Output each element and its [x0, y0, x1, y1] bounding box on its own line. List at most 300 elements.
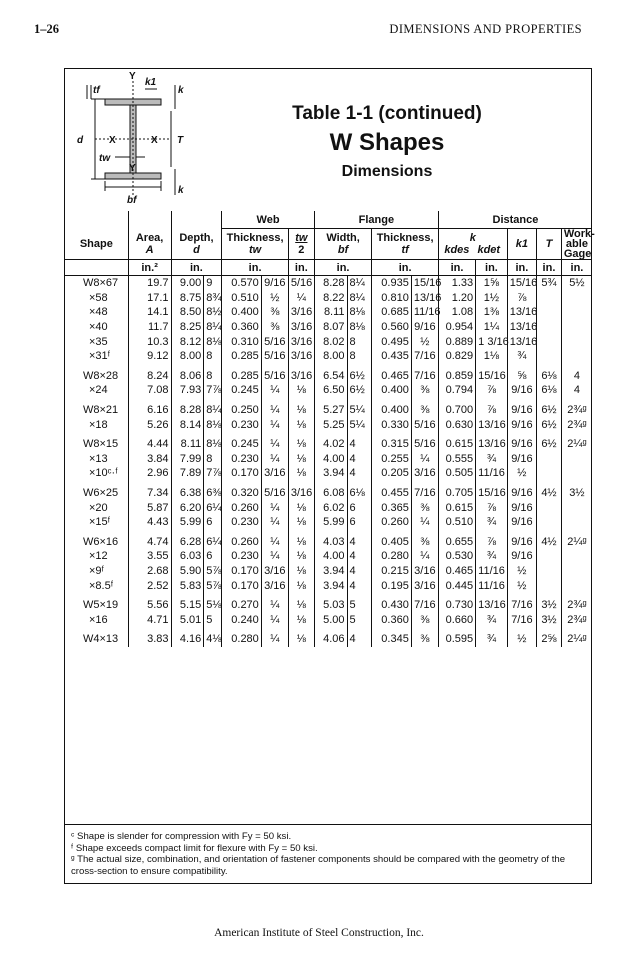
- g-cell: 2¾ᵍ: [561, 403, 592, 418]
- kdet-cell: ⅞: [476, 500, 508, 515]
- kdes-cell: 0.595: [438, 632, 475, 647]
- k1-cell: 13/16: [507, 305, 536, 320]
- twf-cell: ¼: [261, 535, 288, 550]
- table-subtitle: W Shapes: [329, 129, 445, 156]
- kdes-cell: 0.829: [438, 349, 475, 364]
- tw-cell: 0.270: [222, 598, 261, 613]
- d-cell: 8.12: [171, 334, 204, 349]
- d-cell: 8.06: [171, 369, 204, 384]
- page-number: 1–26: [34, 22, 59, 36]
- area-cell: 2.68: [128, 564, 171, 579]
- k1-cell: 9/16: [507, 452, 536, 467]
- area-cell: 3.83: [128, 632, 171, 647]
- area-cell: 5.87: [128, 500, 171, 515]
- table-title: Table 1-1 (continued): [292, 103, 482, 124]
- tf-cell: 0.255: [372, 452, 411, 467]
- area-cell: 2.52: [128, 578, 171, 593]
- bff-cell: 8: [347, 349, 372, 364]
- twf-cell: ¼: [261, 632, 288, 647]
- bf-cell: 5.27: [314, 403, 347, 418]
- tf-cell: 0.495: [372, 334, 411, 349]
- kdet-cell: 15/16: [476, 369, 508, 384]
- tw2-cell: 3/16: [288, 320, 314, 335]
- kdet-cell: ¾: [476, 632, 508, 647]
- k1-cell: ¾: [507, 349, 536, 364]
- area-cell: 6.16: [128, 403, 171, 418]
- tw2-cell: ⅛: [288, 452, 314, 467]
- d-cell: 7.89: [171, 466, 204, 481]
- table-row: [65, 369, 592, 384]
- tf-cell: 0.455: [372, 486, 411, 501]
- unit-cell: [65, 260, 128, 276]
- k-bottom-label: k: [178, 185, 184, 196]
- kdes-cell: 0.615: [438, 437, 475, 452]
- tw2-cell: ⅛: [288, 632, 314, 647]
- tw2-cell: ¼: [288, 291, 314, 306]
- g-cell: 2¾ᵍ: [561, 612, 592, 627]
- tw2-cell: 3/16: [288, 369, 314, 384]
- shape-cell: W8×21: [83, 404, 119, 417]
- kdet-cell: 1⅜: [476, 305, 508, 320]
- tf-cell: 0.685: [372, 305, 411, 320]
- kdet-cell: 13/16: [476, 598, 508, 613]
- kdes-cell: 0.889: [438, 334, 475, 349]
- tf-cell: 0.560: [372, 320, 411, 335]
- kdet-cell: ⅞: [476, 383, 508, 398]
- x-left-label: X: [109, 135, 116, 146]
- tf-cell: 0.430: [372, 598, 411, 613]
- df-cell: 8⅛: [204, 417, 222, 432]
- kdet-cell: 1¼: [476, 320, 508, 335]
- g-cell: [561, 549, 592, 564]
- shape-cell: ×48: [89, 306, 108, 319]
- table-caption: Dimensions: [341, 163, 433, 180]
- area-cell: 3.55: [128, 549, 171, 564]
- area-cell: 4.43: [128, 515, 171, 530]
- g-cell: 3½: [561, 486, 592, 501]
- df-cell: 9: [204, 276, 222, 291]
- twf-cell: ¼: [261, 612, 288, 627]
- unit-cell: in.: [476, 260, 508, 276]
- tw-cell: 0.285: [222, 349, 261, 364]
- tw2-cell: ⅛: [288, 466, 314, 481]
- table-row: [65, 320, 592, 335]
- d-cell: 4.16: [171, 632, 204, 647]
- g-cell: [561, 466, 592, 481]
- tw-cell: 0.170: [222, 578, 261, 593]
- kdes-cell: 0.730: [438, 598, 475, 613]
- twf-cell: ¼: [261, 452, 288, 467]
- d-cell: 8.00: [171, 349, 204, 364]
- df-cell: 8: [204, 452, 222, 467]
- twf-cell: ¼: [261, 549, 288, 564]
- table-row: [65, 632, 592, 647]
- d-cell: 5.01: [171, 612, 204, 627]
- shape-cell: W6×25: [83, 487, 119, 500]
- d-cell: 5.15: [171, 598, 204, 613]
- tw-cell: 0.280: [222, 632, 261, 647]
- table-row: [65, 437, 592, 452]
- T-cell: [537, 564, 562, 579]
- k1-label: k1: [145, 77, 157, 88]
- bf-cell: 3.94: [314, 564, 347, 579]
- bff-cell: 8: [347, 334, 372, 349]
- T-cell: 6⅛: [537, 383, 562, 398]
- tff-cell: 7/16: [411, 598, 438, 613]
- bf-cell: 5.99: [314, 515, 347, 530]
- g-cell: 5½: [561, 276, 592, 291]
- d-cell: 8.11: [171, 437, 204, 452]
- unit-cell: in.: [222, 260, 289, 276]
- kdes-cell: 0.705: [438, 486, 475, 501]
- table-row: [65, 612, 592, 627]
- footnotes: [71, 831, 587, 877]
- df-cell: 8⅛: [204, 437, 222, 452]
- twf-cell: ⅜: [261, 305, 288, 320]
- kdet-cell: ⅞: [476, 403, 508, 418]
- tff-cell: ⅜: [411, 632, 438, 647]
- k1-cell: 13/16: [507, 334, 536, 349]
- tf-cell: 0.330: [372, 417, 411, 432]
- flange-width-header: Width, bf: [314, 229, 372, 260]
- tf-label: tf: [93, 85, 100, 96]
- tff-cell: ¼: [411, 452, 438, 467]
- kdet-cell: 1 3/16: [476, 334, 508, 349]
- g-cell: [561, 349, 592, 364]
- T-cell: 4½: [537, 535, 562, 550]
- twf-cell: 3/16: [261, 564, 288, 579]
- tf-cell: 0.215: [372, 564, 411, 579]
- kdet-cell: 1½: [476, 291, 508, 306]
- g-cell: 2¾ᵍ: [561, 598, 592, 613]
- shape-cell: W6×16: [83, 535, 119, 548]
- d-cell: 8.25: [171, 320, 204, 335]
- bf-cell: 8.22: [314, 291, 347, 306]
- kdes-cell: 0.859: [438, 369, 475, 384]
- bff-cell: 8⅛: [347, 305, 372, 320]
- section-title: DIMENSIONS AND PROPERTIES: [389, 22, 582, 36]
- kdes-cell: 0.505: [438, 466, 475, 481]
- t-label: T: [177, 135, 184, 146]
- shape-cell: W4×13: [83, 633, 119, 646]
- twf-cell: 3/16: [261, 578, 288, 593]
- tff-cell: 3/16: [411, 578, 438, 593]
- k1-cell: ½: [507, 632, 536, 647]
- bff-cell: 6½: [347, 369, 372, 384]
- unit-cell: in.: [561, 260, 592, 276]
- bff-cell: 4: [347, 549, 372, 564]
- table-row: [65, 549, 592, 564]
- T-cell: 3½: [537, 598, 562, 613]
- bf-cell: 8.02: [314, 334, 347, 349]
- bff-cell: 8⅛: [347, 320, 372, 335]
- web-header: Web: [222, 211, 315, 229]
- tf-cell: 0.360: [372, 612, 411, 627]
- k1-cell: 9/16: [507, 549, 536, 564]
- df-cell: 5⅛: [204, 598, 222, 613]
- df-cell: 8: [204, 369, 222, 384]
- table-row: [65, 598, 592, 613]
- table-row: [65, 383, 592, 398]
- shape-cell: ×9ᶠ: [89, 564, 105, 577]
- shape-cell: ×16: [89, 613, 108, 626]
- table-frame: [64, 68, 595, 884]
- shape-cell: W8×15: [83, 438, 119, 451]
- T-cell: 6½: [537, 417, 562, 432]
- d-cell: 6.38: [171, 486, 204, 501]
- area-cell: 7.08: [128, 383, 171, 398]
- bf-cell: 3.94: [314, 466, 347, 481]
- tw2-cell: ⅛: [288, 578, 314, 593]
- bff-cell: 6½: [347, 383, 372, 398]
- twf-cell: 5/16: [261, 486, 288, 501]
- k1-cell: 7/16: [507, 612, 536, 627]
- shape-cell: ×13: [89, 452, 108, 465]
- T-cell: [537, 349, 562, 364]
- bf-cell: 6.50: [314, 383, 347, 398]
- kdes-cell: 0.700: [438, 403, 475, 418]
- area-cell: 7.34: [128, 486, 171, 501]
- bf-cell: 6.08: [314, 486, 347, 501]
- tf-cell: 0.345: [372, 632, 411, 647]
- tw2-cell: ⅛: [288, 417, 314, 432]
- tff-cell: ¼: [411, 549, 438, 564]
- d-cell: 9.00: [171, 276, 204, 291]
- y-bottom-label: Y: [129, 163, 136, 174]
- table-row: [65, 276, 592, 291]
- T-cell: [537, 334, 562, 349]
- area-header: Area, A: [128, 229, 171, 260]
- k1-cell: 9/16: [507, 515, 536, 530]
- tw-cell: 0.170: [222, 564, 261, 579]
- tw-cell: 0.320: [222, 486, 261, 501]
- k1-cell: 9/16: [507, 500, 536, 515]
- bff-cell: 4: [347, 578, 372, 593]
- shape-cell: ×8.5ᶠ: [89, 579, 114, 592]
- table-row: [65, 515, 592, 530]
- bf-cell: 3.94: [314, 578, 347, 593]
- tf-cell: 0.465: [372, 369, 411, 384]
- area-cell: 19.7: [128, 276, 171, 291]
- table-row: [65, 291, 592, 306]
- d-cell: 7.99: [171, 452, 204, 467]
- kdet-cell: ¾: [476, 452, 508, 467]
- twf-cell: ¼: [261, 383, 288, 398]
- tf-cell: 0.365: [372, 500, 411, 515]
- footnote-f: ᶠ Shape exceeds compact limit for flexure with Fy = 50 ksi.: [71, 842, 318, 854]
- tw2-cell: ⅛: [288, 564, 314, 579]
- bf-cell: 6.02: [314, 500, 347, 515]
- df-cell: 8⅛: [204, 334, 222, 349]
- kdes-cell: 0.954: [438, 320, 475, 335]
- twf-cell: 5/16: [261, 334, 288, 349]
- tff-cell: ½: [411, 334, 438, 349]
- df-cell: 6⅜: [204, 486, 222, 501]
- shape-cell: ×58: [89, 291, 108, 304]
- T-cell: [537, 320, 562, 335]
- flange-thickness-header: Thickness, tf: [372, 229, 439, 260]
- shape-cell: ×18: [89, 418, 108, 431]
- d-cell: 8.28: [171, 403, 204, 418]
- area-cell: 14.1: [128, 305, 171, 320]
- k1-cell: ½: [507, 578, 536, 593]
- kdet-cell: 11/16: [476, 578, 508, 593]
- area-cell: 2.96: [128, 466, 171, 481]
- g-cell: [561, 320, 592, 335]
- T-cell: 6½: [537, 437, 562, 452]
- twf-cell: ⅜: [261, 320, 288, 335]
- tff-cell: ¼: [411, 515, 438, 530]
- tff-cell: 15/16: [411, 276, 438, 291]
- area-cell: 10.3: [128, 334, 171, 349]
- k1-cell: 9/16: [507, 383, 536, 398]
- tw-cell: 0.230: [222, 417, 261, 432]
- twf-cell: ¼: [261, 598, 288, 613]
- g-cell: [561, 578, 592, 593]
- area-cell: 5.26: [128, 417, 171, 432]
- kdes-cell: 1.20: [438, 291, 475, 306]
- bff-cell: 5: [347, 612, 372, 627]
- tff-cell: ⅜: [411, 500, 438, 515]
- bff-cell: 8¼: [347, 276, 372, 291]
- kdet-cell: 11/16: [476, 466, 508, 481]
- tw-cell: 0.260: [222, 535, 261, 550]
- d-cell: 7.93: [171, 383, 204, 398]
- twf-cell: ¼: [261, 515, 288, 530]
- g-cell: [561, 334, 592, 349]
- T-cell: [537, 549, 562, 564]
- kdes-cell: 0.615: [438, 500, 475, 515]
- bff-cell: 4: [347, 564, 372, 579]
- kdet-cell: 13/16: [476, 417, 508, 432]
- tw-cell: 0.310: [222, 334, 261, 349]
- tf-cell: 0.195: [372, 578, 411, 593]
- tw-cell: 0.400: [222, 305, 261, 320]
- d-cell: 5.99: [171, 515, 204, 530]
- T-cell: 6½: [537, 403, 562, 418]
- x-right-label: X: [151, 135, 158, 146]
- shape-cell: ×15ᶠ: [89, 516, 111, 529]
- tw-cell: 0.245: [222, 383, 261, 398]
- kdet-cell: 1⅛: [476, 349, 508, 364]
- k1-cell: 9/16: [507, 535, 536, 550]
- df-cell: 8¾: [204, 291, 222, 306]
- kdes-cell: 0.465: [438, 564, 475, 579]
- table-row: [65, 466, 592, 481]
- distance-header: Distance: [438, 211, 592, 229]
- shape-cell: ×24: [89, 384, 108, 397]
- d-cell: 8.75: [171, 291, 204, 306]
- kdes-cell: 0.510: [438, 515, 475, 530]
- T-cell: [537, 452, 562, 467]
- tff-cell: 7/16: [411, 369, 438, 384]
- g-cell: [561, 305, 592, 320]
- shape-cell: ×20: [89, 501, 108, 514]
- tw-cell: 0.230: [222, 549, 261, 564]
- tf-cell: 0.400: [372, 403, 411, 418]
- k1-cell: ⅝: [507, 369, 536, 384]
- tw2-cell: 3/16: [288, 486, 314, 501]
- tf-cell: 0.400: [372, 383, 411, 398]
- area-cell: 4.71: [128, 612, 171, 627]
- T-cell: 3½: [537, 612, 562, 627]
- tff-cell: 13/16: [411, 291, 438, 306]
- T-cell: 5¾: [537, 276, 562, 291]
- k1-cell: 9/16: [507, 486, 536, 501]
- tw-label: tw: [99, 153, 111, 164]
- d-cell: 6.28: [171, 535, 204, 550]
- tff-cell: 7/16: [411, 349, 438, 364]
- tw-cell: 0.250: [222, 403, 261, 418]
- tff-cell: ⅜: [411, 535, 438, 550]
- shape-cell: ×10ᶜ·ᶠ: [89, 467, 118, 480]
- tw2-cell: ⅛: [288, 403, 314, 418]
- table-row: [65, 305, 592, 320]
- shape-cell: ×35: [89, 335, 108, 348]
- tf-cell: 0.260: [372, 515, 411, 530]
- unit-cell: in.: [372, 260, 439, 276]
- k1-cell: 9/16: [507, 403, 536, 418]
- g-cell: 4: [561, 369, 592, 384]
- publisher-footer: American Institute of Steel Construction, Inc.: [214, 927, 424, 939]
- bff-cell: 4: [347, 535, 372, 550]
- kdet-cell: 1⅝: [476, 276, 508, 291]
- d-cell: 8.14: [171, 417, 204, 432]
- bff-cell: 8¼: [347, 291, 372, 306]
- tw2-cell: ⅛: [288, 383, 314, 398]
- g-cell: 2¾ᵍ: [561, 417, 592, 432]
- area-cell: 4.44: [128, 437, 171, 452]
- tff-cell: 5/16: [411, 437, 438, 452]
- tw2-cell: 3/16: [288, 349, 314, 364]
- area-cell: 17.1: [128, 291, 171, 306]
- bff-cell: 6: [347, 515, 372, 530]
- tw2-cell: ⅛: [288, 535, 314, 550]
- kdes-cell: 0.555: [438, 452, 475, 467]
- tw2-cell: ⅛: [288, 515, 314, 530]
- table-row: [65, 403, 592, 418]
- kdes-cell: 0.660: [438, 612, 475, 627]
- kdet-cell: 13/16: [476, 437, 508, 452]
- bf-cell: 4.00: [314, 549, 347, 564]
- table-row: [65, 334, 592, 349]
- k1-cell: 15/16: [507, 276, 536, 291]
- kdet-cell: 15/16: [476, 486, 508, 501]
- tw-cell: 0.260: [222, 500, 261, 515]
- bff-cell: 5¼: [347, 403, 372, 418]
- tw-cell: 0.510: [222, 291, 261, 306]
- unit-cell: in.: [171, 260, 222, 276]
- df-cell: 6¼: [204, 500, 222, 515]
- unit-cell: in.: [507, 260, 536, 276]
- area-cell: 4.74: [128, 535, 171, 550]
- bf-cell: 8.28: [314, 276, 347, 291]
- df-cell: 7⅞: [204, 383, 222, 398]
- bf-cell: 5.25: [314, 417, 347, 432]
- g-cell: 4: [561, 383, 592, 398]
- bff-cell: 4: [347, 632, 372, 647]
- df-cell: 6: [204, 515, 222, 530]
- depth-header: Depth, d: [171, 229, 222, 260]
- df-cell: 8½: [204, 305, 222, 320]
- df-cell: 5: [204, 612, 222, 627]
- footnote-c: ᶜ Shape is slender for compression with Fy = 50 ksi.: [71, 831, 292, 842]
- tw-cell: 0.230: [222, 515, 261, 530]
- tff-cell: 9/16: [411, 320, 438, 335]
- unit-cell: in.²: [128, 260, 171, 276]
- unit-cell: in.: [314, 260, 372, 276]
- d-cell: 6.20: [171, 500, 204, 515]
